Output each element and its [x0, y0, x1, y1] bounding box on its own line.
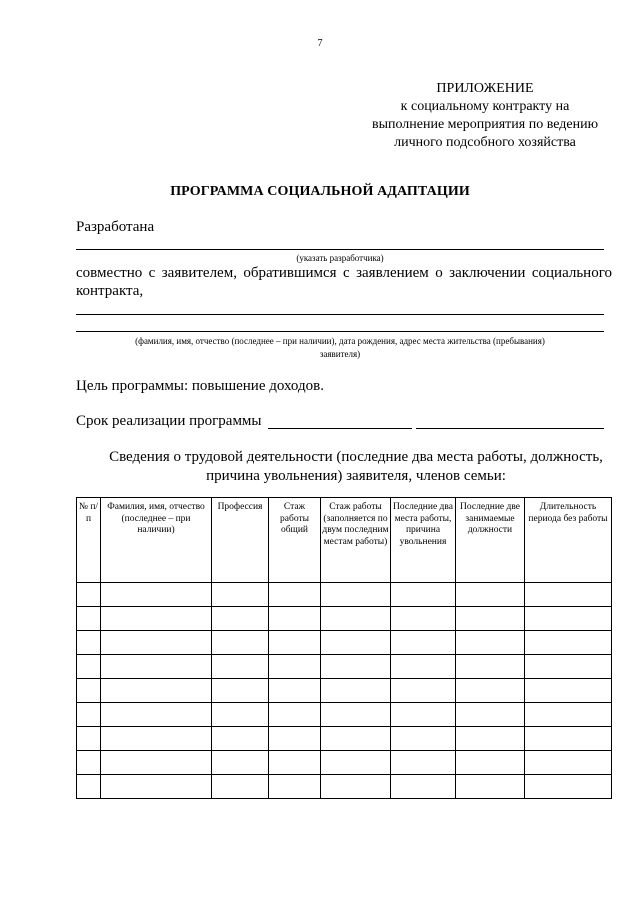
- table-row: [77, 751, 612, 775]
- table-cell[interactable]: [525, 727, 612, 751]
- table-cell[interactable]: [456, 679, 525, 703]
- column-header: Стаж работы общий: [269, 498, 321, 583]
- table-cell[interactable]: [212, 727, 269, 751]
- table-cell[interactable]: [269, 631, 321, 655]
- table-cell[interactable]: [101, 655, 212, 679]
- table-cell[interactable]: [456, 775, 525, 799]
- table-cell[interactable]: [456, 583, 525, 607]
- caption-line: (фамилия, имя, отчество (последнее – при наличии), дата рождения, адрес места жительства (пребывания): [135, 336, 545, 346]
- table-cell[interactable]: [525, 679, 612, 703]
- table-cell[interactable]: [101, 583, 212, 607]
- table-cell[interactable]: [456, 631, 525, 655]
- table-row: [77, 655, 612, 679]
- table-cell[interactable]: [391, 775, 456, 799]
- table-cell[interactable]: [391, 607, 456, 631]
- table-cell[interactable]: [321, 703, 391, 727]
- table-cell[interactable]: [391, 679, 456, 703]
- table-body: [77, 583, 612, 799]
- term-fill-line[interactable]: [416, 428, 604, 429]
- developed-label: Разработана: [76, 219, 155, 235]
- column-header: Последние два места работы, причина увольнения: [391, 498, 456, 583]
- heading-line: причина увольнения) заявителя, членов семьи:: [206, 468, 506, 484]
- table-cell[interactable]: [391, 751, 456, 775]
- table-cell[interactable]: [391, 631, 456, 655]
- appendix-block: [355, 80, 615, 152]
- table-cell[interactable]: [391, 703, 456, 727]
- table-cell[interactable]: [77, 775, 101, 799]
- table-cell[interactable]: [391, 583, 456, 607]
- table-cell[interactable]: [525, 631, 612, 655]
- table-cell[interactable]: [321, 679, 391, 703]
- column-header: Фамилия, имя, отчество (последнее – при наличии): [101, 498, 212, 583]
- table-row: [77, 703, 612, 727]
- table-cell[interactable]: [391, 727, 456, 751]
- table-cell[interactable]: [101, 607, 212, 631]
- table-cell[interactable]: [101, 679, 212, 703]
- table-cell[interactable]: [77, 727, 101, 751]
- table-cell[interactable]: [101, 727, 212, 751]
- table-cell[interactable]: [101, 751, 212, 775]
- column-header: Последние две занимаемые должности: [456, 498, 525, 583]
- employment-table: [76, 497, 612, 799]
- table-cell[interactable]: [77, 631, 101, 655]
- table-cell[interactable]: [525, 703, 612, 727]
- table-cell[interactable]: [321, 727, 391, 751]
- column-header: Стаж работы (заполняется по двум последним местам работы): [321, 498, 391, 583]
- term-label: Срок реализации программы: [76, 413, 262, 429]
- table-cell[interactable]: [456, 727, 525, 751]
- table-cell[interactable]: [525, 655, 612, 679]
- table-cell[interactable]: [212, 631, 269, 655]
- paragraph-line: контракта,: [76, 283, 144, 299]
- table-cell[interactable]: [212, 751, 269, 775]
- applicant-caption: [76, 335, 604, 361]
- table-cell[interactable]: [321, 751, 391, 775]
- table-cell[interactable]: [321, 655, 391, 679]
- table-cell[interactable]: [456, 655, 525, 679]
- table-cell[interactable]: [269, 727, 321, 751]
- table-header-row: [77, 498, 612, 583]
- table-cell[interactable]: [101, 775, 212, 799]
- appendix-line: выполнение мероприятия по ведению: [371, 117, 599, 132]
- caption-line: заявителя): [319, 349, 361, 359]
- applicant-paragraph: [76, 264, 612, 300]
- table-cell[interactable]: [269, 703, 321, 727]
- table-cell[interactable]: [456, 751, 525, 775]
- table-cell[interactable]: [212, 607, 269, 631]
- table-cell[interactable]: [77, 751, 101, 775]
- table-row: [77, 775, 612, 799]
- page-number: 7: [317, 38, 323, 49]
- table-cell[interactable]: [391, 655, 456, 679]
- developer-fill-line[interactable]: [76, 249, 604, 250]
- document-title: ПРОГРАММА СОЦИАЛЬНОЙ АДАПТАЦИИ: [170, 184, 470, 199]
- paragraph-line: совместно с заявителем, обратившимся с заявлением о заключении социального: [76, 265, 612, 281]
- table-cell[interactable]: [101, 631, 212, 655]
- developer-caption: (указать разработчика): [296, 253, 384, 263]
- employment-heading: [100, 448, 612, 486]
- applicant-fill-line[interactable]: [76, 314, 604, 315]
- table-cell[interactable]: [269, 775, 321, 799]
- table-cell[interactable]: [269, 655, 321, 679]
- table-cell[interactable]: [525, 751, 612, 775]
- table-cell[interactable]: [212, 655, 269, 679]
- table-cell[interactable]: [456, 703, 525, 727]
- table-cell[interactable]: [321, 775, 391, 799]
- table-cell[interactable]: [321, 583, 391, 607]
- appendix-line: к социальному контракту на: [400, 99, 570, 114]
- table-row: [77, 727, 612, 751]
- table-cell[interactable]: [77, 607, 101, 631]
- table-cell[interactable]: [269, 607, 321, 631]
- column-header: Профессия: [212, 498, 269, 583]
- table-cell[interactable]: [212, 583, 269, 607]
- table-row: [77, 631, 612, 655]
- program-goal: Цель программы: повышение доходов.: [76, 378, 324, 394]
- table-cell[interactable]: [212, 775, 269, 799]
- table-cell[interactable]: [525, 775, 612, 799]
- table-cell[interactable]: [321, 607, 391, 631]
- term-fill-line[interactable]: [268, 428, 412, 429]
- table-cell[interactable]: [269, 679, 321, 703]
- table-cell[interactable]: [212, 679, 269, 703]
- table-cell[interactable]: [456, 607, 525, 631]
- table-row: [77, 583, 612, 607]
- appendix-line: личного подсобного хозяйства: [394, 135, 576, 150]
- table-cell[interactable]: [77, 703, 101, 727]
- heading-line: Сведения о трудовой деятельности (последние два места работы, должность,: [109, 449, 603, 465]
- table-cell[interactable]: [101, 703, 212, 727]
- applicant-fill-line[interactable]: [76, 331, 604, 332]
- table-cell[interactable]: [77, 583, 101, 607]
- table-row: [77, 607, 612, 631]
- table-cell[interactable]: [212, 703, 269, 727]
- table-cell[interactable]: [525, 583, 612, 607]
- column-header: Длительность периода без работы: [525, 498, 612, 583]
- table-cell[interactable]: [77, 655, 101, 679]
- table-cell[interactable]: [269, 583, 321, 607]
- column-header: № п/п: [77, 498, 101, 583]
- table-cell[interactable]: [525, 607, 612, 631]
- table-row: [77, 679, 612, 703]
- appendix-heading: ПРИЛОЖЕНИЕ: [436, 81, 534, 96]
- table-cell[interactable]: [321, 631, 391, 655]
- table-cell[interactable]: [77, 679, 101, 703]
- table-cell[interactable]: [269, 751, 321, 775]
